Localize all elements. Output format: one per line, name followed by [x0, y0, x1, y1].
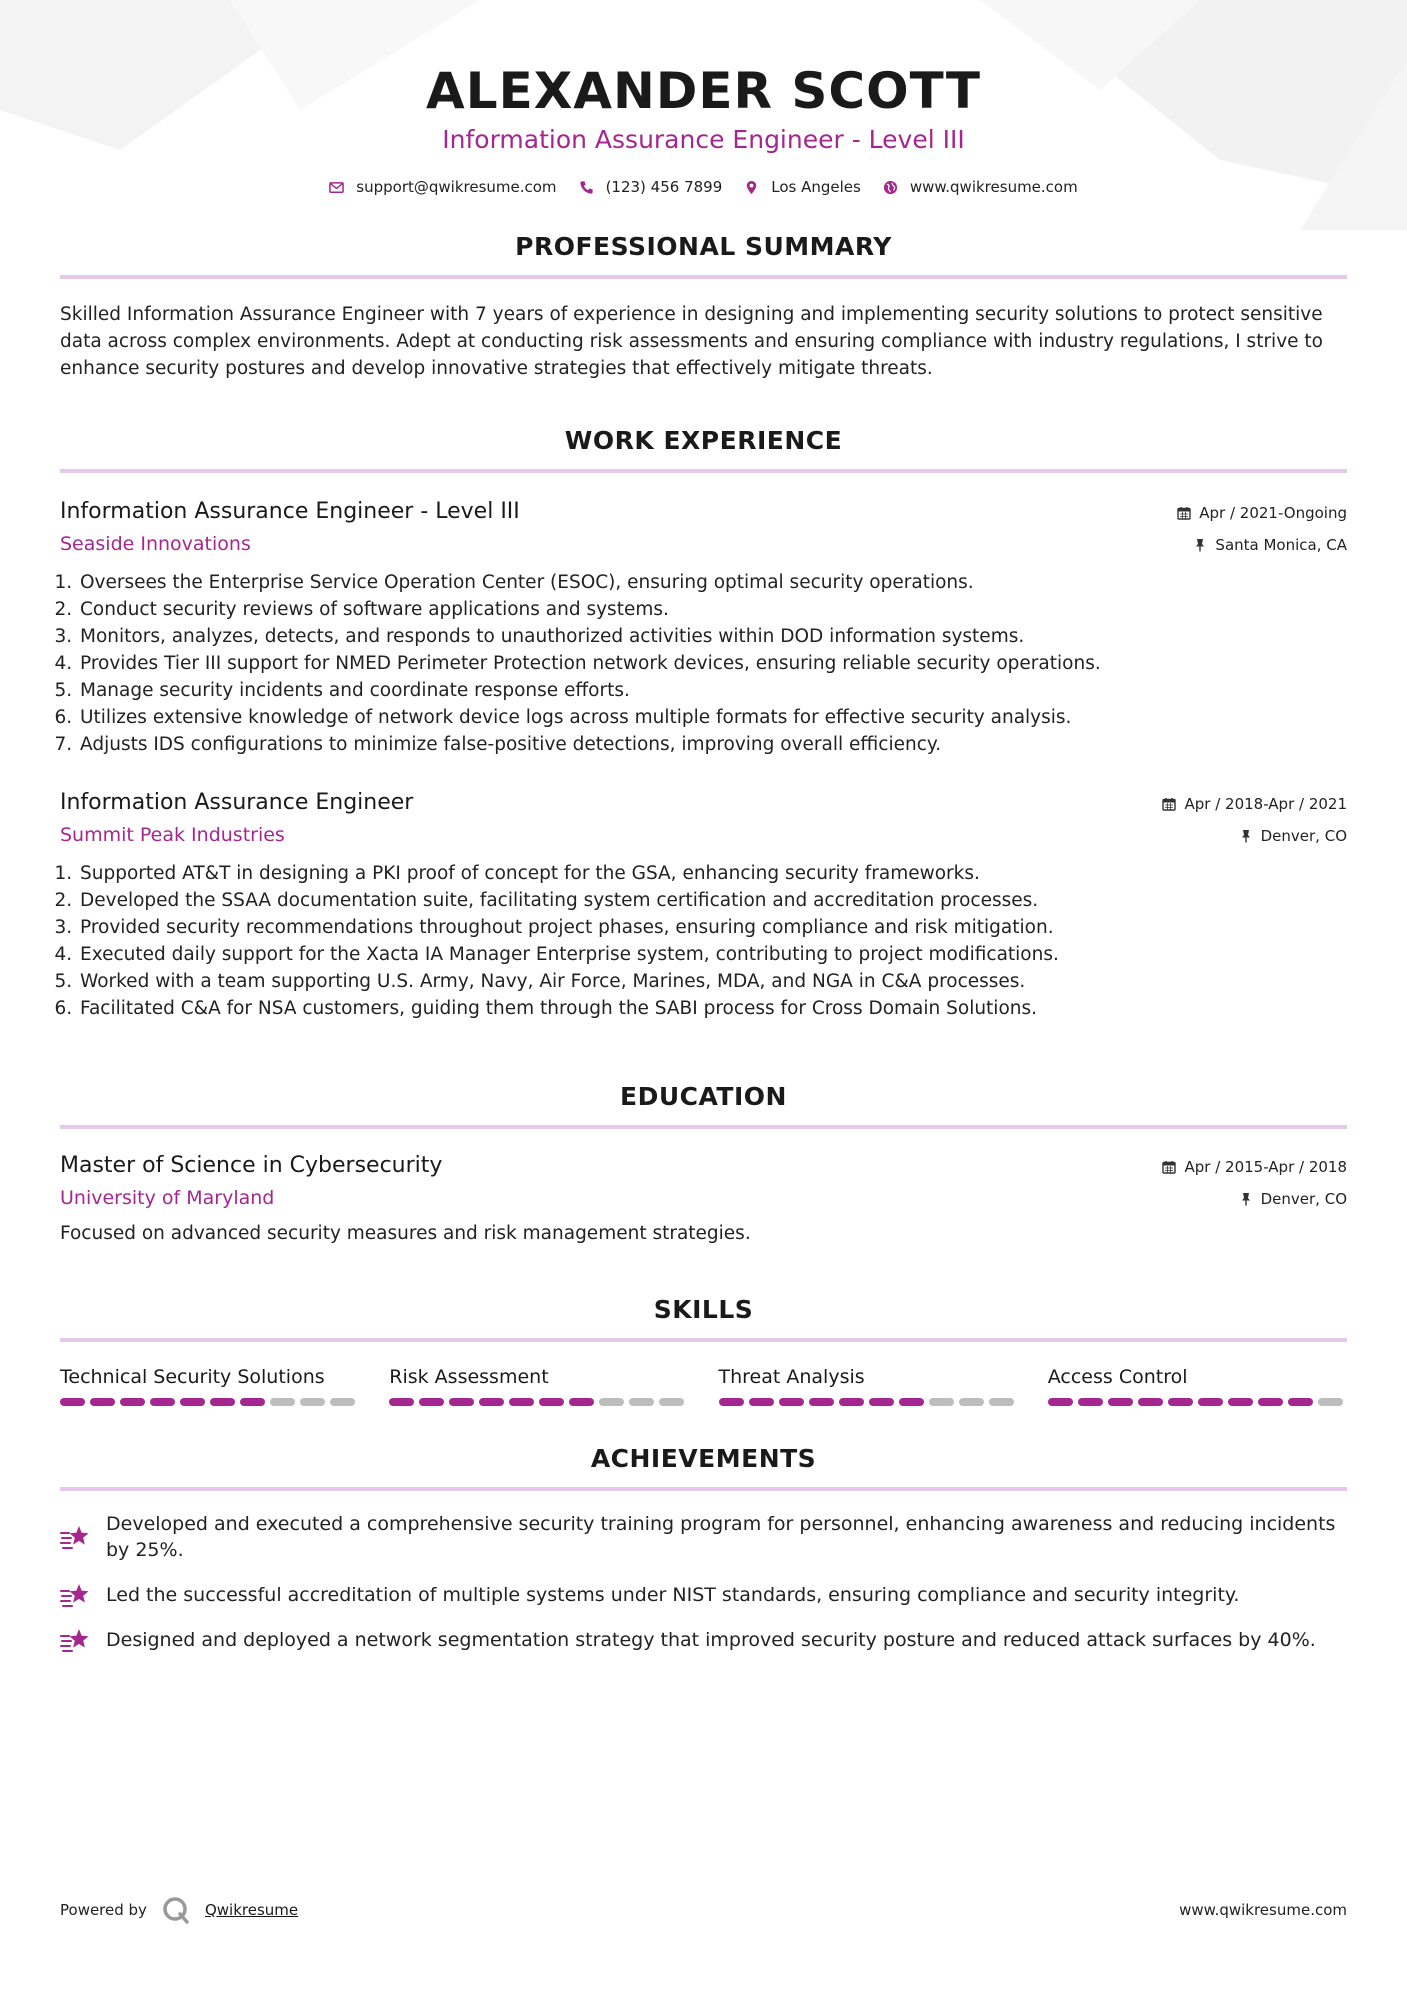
calendar-icon: [1162, 797, 1176, 811]
skill-segment-filled: [210, 1398, 235, 1406]
achievement-item: [60, 1582, 1347, 1608]
achievement-text: Developed and executed a comprehensive security training program for personnel, enhancing awareness and reducing incidents by 25%.: [106, 1513, 1336, 1561]
contact-location: [744, 178, 861, 196]
achievements-heading: ACHIEVEMENTS: [60, 1444, 1347, 1491]
shooting-star-icon: [60, 1627, 92, 1653]
skill-segment-filled: [719, 1398, 744, 1406]
list-item: 2. Developed the SSAA documentation suite, facilitating system certification and accreditation processes.: [78, 887, 1347, 914]
skill-segment-filled: [809, 1398, 834, 1406]
skill-segment-filled: [839, 1398, 864, 1406]
pushpin-icon: [1193, 538, 1207, 552]
education-heading: EDUCATION: [60, 1082, 1347, 1129]
list-item: 6. Utilizes extensive knowledge of network device logs across multiple formats for effective security analysis.: [78, 704, 1347, 731]
qwikresume-link[interactable]: Qwikresume: [204, 1901, 299, 1919]
list-item: 1. Supported AT&T in designing a PKI proof of concept for the GSA, enhancing security frameworks.: [78, 860, 1347, 887]
list-item: 1. Oversees the Enterprise Service Operation Center (ESOC), ensuring optimal security operations.: [78, 569, 1347, 596]
skill-segment-filled: [90, 1398, 115, 1406]
job-dates: Apr / 2018-Apr / 2021: [1184, 795, 1347, 813]
phone-icon: [579, 180, 594, 195]
pushpin-icon: [1239, 829, 1253, 843]
skill-segment-filled: [1258, 1398, 1283, 1406]
list-item: 5. Manage security incidents and coordinate response efforts.: [78, 677, 1347, 704]
list-item: 7. Adjusts IDS configurations to minimize false-positive detections, improving overall efficiency.: [78, 731, 1347, 758]
calendar-icon: [1162, 1160, 1176, 1174]
summary-section: [60, 232, 1347, 382]
skill-segment-filled: [1288, 1398, 1313, 1406]
list-item: 6. Facilitated C&A for NSA customers, guiding them through the SABI process for Cross Domain Solutions.: [78, 995, 1347, 1022]
achievements-section: [60, 1444, 1347, 1653]
website-text: www.qwikresume.com: [909, 178, 1078, 196]
skill-segment-filled: [240, 1398, 265, 1406]
skill-level-bar: [389, 1398, 688, 1406]
skill-segment-filled: [1078, 1398, 1103, 1406]
skill-segment-filled: [1138, 1398, 1163, 1406]
skill-segment-filled: [1168, 1398, 1193, 1406]
contact-bar: [60, 178, 1347, 196]
globe-icon: [883, 180, 898, 195]
skill-segment-filled: [899, 1398, 924, 1406]
achievement-item: [60, 1627, 1347, 1653]
education-section: [60, 1082, 1347, 1247]
skill-item: [389, 1364, 688, 1406]
skill-name: Technical Security Solutions: [60, 1366, 325, 1388]
skills-list: [60, 1364, 1347, 1406]
skill-segment-empty: [629, 1398, 654, 1406]
phone-text: (123) 456 7899: [605, 178, 723, 196]
skills-heading: SKILLS: [60, 1295, 1347, 1342]
skill-segment-empty: [959, 1398, 984, 1406]
summary-heading: PROFESSIONAL SUMMARY: [60, 232, 1347, 279]
skill-segment-filled: [180, 1398, 205, 1406]
achievement-text: Led the successful accreditation of multiple systems under NIST standards, ensuring compliance and security integrity.: [106, 1584, 1240, 1606]
job-dates: Apr / 2021-Ongoing: [1199, 504, 1347, 522]
skill-level-bar: [60, 1398, 359, 1406]
job-location: Denver, CO: [1260, 827, 1347, 845]
email-text: support@qwikresume.com: [356, 178, 557, 196]
skill-segment-filled: [120, 1398, 145, 1406]
job-bullets: [60, 569, 1347, 758]
experience-heading: WORK EXPERIENCE: [60, 426, 1347, 473]
powered-by: [60, 1895, 298, 1925]
skill-segment-empty: [330, 1398, 355, 1406]
candidate-title: Information Assurance Engineer - Level III: [442, 125, 965, 154]
skill-segment-filled: [1108, 1398, 1133, 1406]
skill-level-bar: [719, 1398, 1018, 1406]
education-dates: Apr / 2015-Apr / 2018: [1184, 1158, 1347, 1176]
job-location: Santa Monica, CA: [1215, 536, 1347, 554]
qwikresume-logo-icon: [161, 1895, 191, 1925]
experience-section: [60, 426, 1347, 1022]
skill-segment-empty: [929, 1398, 954, 1406]
skill-segment-empty: [659, 1398, 684, 1406]
calendar-icon: [1177, 506, 1191, 520]
contact-email[interactable]: [329, 178, 556, 196]
job-company: Seaside Innovations: [60, 533, 251, 555]
skill-name: Access Control: [1047, 1366, 1188, 1388]
job-bullets: [60, 860, 1347, 1022]
contact-website[interactable]: [883, 178, 1078, 196]
skill-item: [1048, 1364, 1347, 1406]
skill-segment-filled: [779, 1398, 804, 1406]
skill-segment-filled: [60, 1398, 85, 1406]
footer-website[interactable]: www.qwikresume.com: [1179, 1901, 1347, 1919]
list-item: 5. Worked with a team supporting U.S. Army, Navy, Air Force, Marines, MDA, and NGA in C&A processes.: [78, 968, 1347, 995]
skill-segment-empty: [270, 1398, 295, 1406]
job-company: Summit Peak Industries: [60, 824, 285, 846]
list-item: 4. Provides Tier III support for NMED Perimeter Protection network devices, ensuring reliable security operations.: [78, 650, 1347, 677]
job-role: Information Assurance Engineer - Level III: [60, 499, 520, 524]
skill-segment-filled: [389, 1398, 414, 1406]
skill-name: Threat Analysis: [718, 1366, 865, 1388]
list-item: 3. Monitors, analyzes, detects, and responds to unauthorized activities within DOD information systems.: [78, 623, 1347, 650]
skill-segment-filled: [419, 1398, 444, 1406]
skill-name: Risk Assessment: [389, 1366, 549, 1388]
list-item: 3. Provided security recommendations throughout project phases, ensuring compliance and risk mitigation.: [78, 914, 1347, 941]
list-item: 4. Executed daily support for the Xacta IA Manager Enterprise system, contributing to project modifications.: [78, 941, 1347, 968]
skill-segment-filled: [449, 1398, 474, 1406]
skill-segment-empty: [599, 1398, 624, 1406]
skill-segment-filled: [749, 1398, 774, 1406]
location-text: Los Angeles: [771, 178, 861, 196]
skill-segment-empty: [1318, 1398, 1343, 1406]
skill-segment-empty: [989, 1398, 1014, 1406]
job-entry: [60, 788, 1347, 1022]
contact-phone[interactable]: [579, 178, 723, 196]
skill-level-bar: [1048, 1398, 1347, 1406]
list-item: 2. Conduct security reviews of software applications and systems.: [78, 596, 1347, 623]
skill-segment-filled: [150, 1398, 175, 1406]
envelope-icon: [329, 180, 344, 195]
achievement-text: Designed and deployed a network segmentation strategy that improved security posture and reduced attack surfaces by 40%.: [106, 1629, 1316, 1651]
achievements-list: [60, 1511, 1347, 1653]
skill-segment-empty: [300, 1398, 325, 1406]
pushpin-icon: [1239, 1192, 1253, 1206]
candidate-name: ALEXANDER SCOTT: [426, 62, 981, 120]
skills-section: [60, 1295, 1347, 1406]
skill-segment-filled: [1228, 1398, 1253, 1406]
achievement-item: [60, 1511, 1347, 1563]
summary-text: Skilled Information Assurance Engineer with 7 years of experience in designing and implementing security solutions to protect sensitive data across complex environments. Adept at conducting risk assessments and ensuring compliance with industry regulations, I strive to enhance security postures and develop innovative strategies that effectively mitigate threats.: [60, 304, 1323, 379]
education-entry: [60, 1151, 1347, 1247]
job-entry: [60, 497, 1347, 758]
skill-segment-filled: [869, 1398, 894, 1406]
education-location: Denver, CO: [1260, 1190, 1347, 1208]
skill-segment-filled: [569, 1398, 594, 1406]
shooting-star-icon: [60, 1582, 92, 1608]
skill-item: [60, 1364, 359, 1406]
skill-segment-filled: [509, 1398, 534, 1406]
powered-by-label: Powered by: [60, 1901, 147, 1919]
degree: Master of Science in Cybersecurity: [60, 1153, 443, 1178]
resume-header: [60, 0, 1347, 196]
map-pin-icon: [744, 180, 759, 195]
skill-segment-filled: [479, 1398, 504, 1406]
skill-segment-filled: [539, 1398, 564, 1406]
school: University of Maryland: [60, 1187, 275, 1209]
page-footer: [60, 1895, 1347, 1925]
education-description: Focused on advanced security measures and risk management strategies.: [60, 1223, 751, 1244]
skill-item: [719, 1364, 1018, 1406]
shooting-star-icon: [60, 1524, 92, 1550]
skill-segment-filled: [1048, 1398, 1073, 1406]
job-role: Information Assurance Engineer: [60, 790, 414, 815]
skill-segment-filled: [1198, 1398, 1223, 1406]
